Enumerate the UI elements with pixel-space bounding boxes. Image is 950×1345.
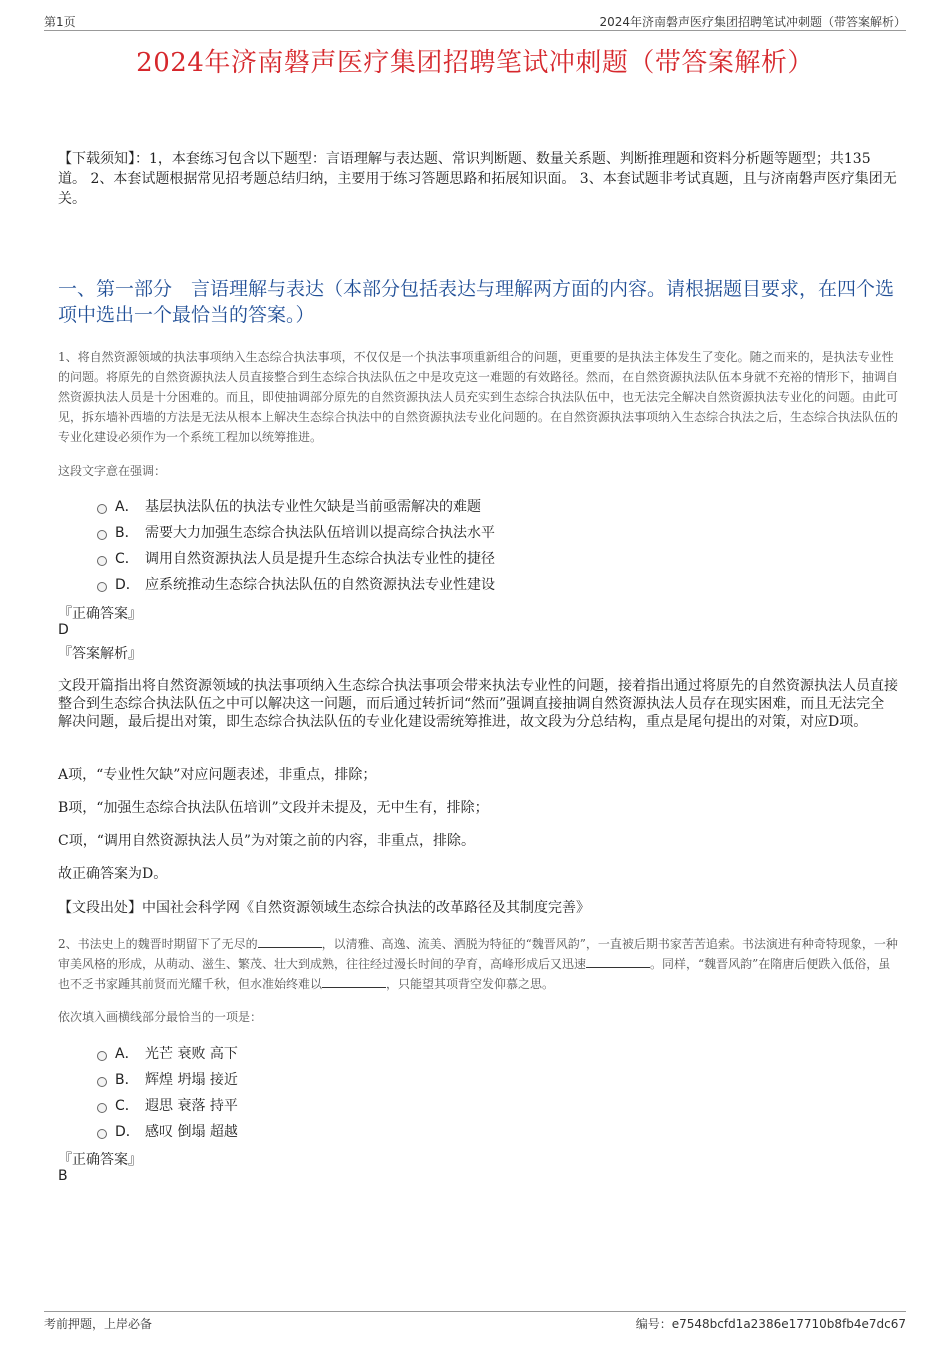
q1-option-d[interactable]: D． 应系统推动生态综合执法队伍的自然资源执法专业性建设 <box>97 574 495 594</box>
q2-option-b[interactable]: B． 辉煌 坍塌 接近 <box>97 1069 238 1089</box>
radio-icon[interactable] <box>97 582 107 592</box>
download-notice: 【下载须知】：1，本套练习包含以下题型：言语理解与表达题、常识判断题、数量关系题、判断推理题和资料分析题等题型；共135道。 2、本套试题根据常见招考题总结归纳，主要用于练习答题思路和拓展知识面。 3、本套试题非考试真题，且与济南磐声医疗集团无关。 <box>58 151 897 207</box>
q1-option-b[interactable]: B． 需要大力加强生态综合执法队伍培训以提高综合执法水平 <box>97 522 495 542</box>
question-2-prompt: 依次填入画横线部分最恰当的一项是： <box>58 1010 263 1024</box>
q1-note-a: A项，“专业性欠缺”对应问题表述，非重点，排除； <box>58 767 377 783</box>
section-heading: 一、第一部分 言语理解与表达（本部分包括表达与理解两方面的内容。请根据题目要求，在四个选项中选出一个最恰当的答案。） <box>58 278 895 326</box>
header-doc-title: 2024年济南磐声医疗集团招聘笔试冲刺题（带答案解析） <box>599 15 906 29</box>
q2-option-a[interactable]: A． 光芒 衰败 高下 <box>97 1043 238 1063</box>
q1-conclusion: 故正确答案为D。 <box>58 866 168 882</box>
radio-icon[interactable] <box>97 530 107 540</box>
radio-icon[interactable] <box>97 556 107 566</box>
question-1-prompt: 这段文字意在强调： <box>58 464 167 478</box>
radio-icon[interactable] <box>97 1129 107 1139</box>
q1-option-c[interactable]: C． 调用自然资源执法人员是提升生态综合执法专业性的捷径 <box>97 548 495 568</box>
question-2-text: 2、书法史上的魏晋时期留下了无尽的 ，以清雅、高逸、流美、洒脱为特征的“魏晋风韵”，一直被后期书家苦苦追索。书法演进有种奇特现象，一种审美风格的形成，从萌动、滋生、繁茂、壮大到成熟，往往经过漫长时间的孕育，高峰形成后又迅速 。同样，“魏晋风韵”在隋唐后便跌入低俗，虽也不乏书家踵其前贤而光耀千秋，但水准始终难以 ，只能望其项背空发仰慕之思。 <box>58 937 898 991</box>
q2-option-c[interactable]: C． 遐思 衰落 持平 <box>97 1095 238 1115</box>
header-divider <box>44 30 906 31</box>
page-number: 第1页 <box>44 15 76 29</box>
q2-option-d[interactable]: D． 感叹 倒塌 超越 <box>97 1121 238 1141</box>
footer-divider <box>44 1311 906 1312</box>
radio-icon[interactable] <box>97 504 107 514</box>
q1-analysis: 文段开篇指出将自然资源领域的执法事项纳入生态综合执法事项会带来执法专业性的问题，接着指出通过将原先的自然资源执法人员直接整合到生态综合执法队伍之中可以解决这一问题，而后通过转折词“然而”强调直接抽调自然资源执法人员存在现实困难，而且无法完全解决问题，最后提出对策，即生态综合执法队伍的专业化建设需统筹推进，故文段为分总结构，重点是尾句提出的对策，对应D项。 <box>58 678 898 730</box>
radio-icon[interactable] <box>97 1103 107 1113</box>
fill-blank-3 <box>322 975 386 988</box>
radio-icon[interactable] <box>97 1077 107 1087</box>
q1-analysis-label: 『答案解析』 <box>58 646 142 662</box>
fill-blank-2 <box>586 955 650 968</box>
footer-slogan: 考前押题，上岸必备 <box>44 1317 153 1331</box>
q1-answer: D <box>58 622 69 638</box>
q1-note-b: B项，“加强生态综合执法队伍培训”文段并未提及，无中生有，排除； <box>58 800 489 816</box>
fill-blank-1 <box>258 935 322 948</box>
page-title: 2024年济南磐声医疗集团招聘笔试冲刺题（带答案解析） <box>136 48 814 78</box>
q1-source: 【文段出处】中国社会科学网《自然资源领域生态综合执法的改革路径及其制度完善》 <box>58 900 590 916</box>
question-1-text: 1、将自然资源领域的执法事项纳入生态综合执法事项，不仅仅是一个执法事项重新组合的问题，更重要的是执法主体发生了变化。随之而来的，是执法专业性的问题。将原先的自然资源执法人员直接整合到生态综合执法队伍之中是攻克这一难题的有效路径。然而，在自然资源执法队伍本身就不充裕的情形下，抽调自然资源执法人员是十分困难的。而且，即使抽调部分原先的自然资源执法人员充实到生态综合执法队伍中，也无法完全解决自然资源执法专业化的问题。由此可见，拆东墙补西墙的方法是无法从根本上解决生态综合执法中的自然资源执法专业化问题的。在自然资源执法事项纳入生态综合执法之后，生态综合执法队伍的专业化建设必须作为一个系统工程加以统筹推进。 <box>58 350 899 444</box>
q1-option-a[interactable]: A． 基层执法队伍的执法专业性欠缺是当前亟需解决的难题 <box>97 496 481 516</box>
q1-answer-label: 『正确答案』 <box>58 606 142 622</box>
q1-note-c: C项，“调用自然资源执法人员”为对策之前的内容，非重点，排除。 <box>58 833 476 849</box>
q2-answer: B <box>58 1168 68 1184</box>
footer-code: 编号：e7548bcfd1a2386e17710b8fb4e7dc67 <box>635 1317 906 1331</box>
radio-icon[interactable] <box>97 1051 107 1061</box>
q2-answer-label: 『正确答案』 <box>58 1152 142 1168</box>
